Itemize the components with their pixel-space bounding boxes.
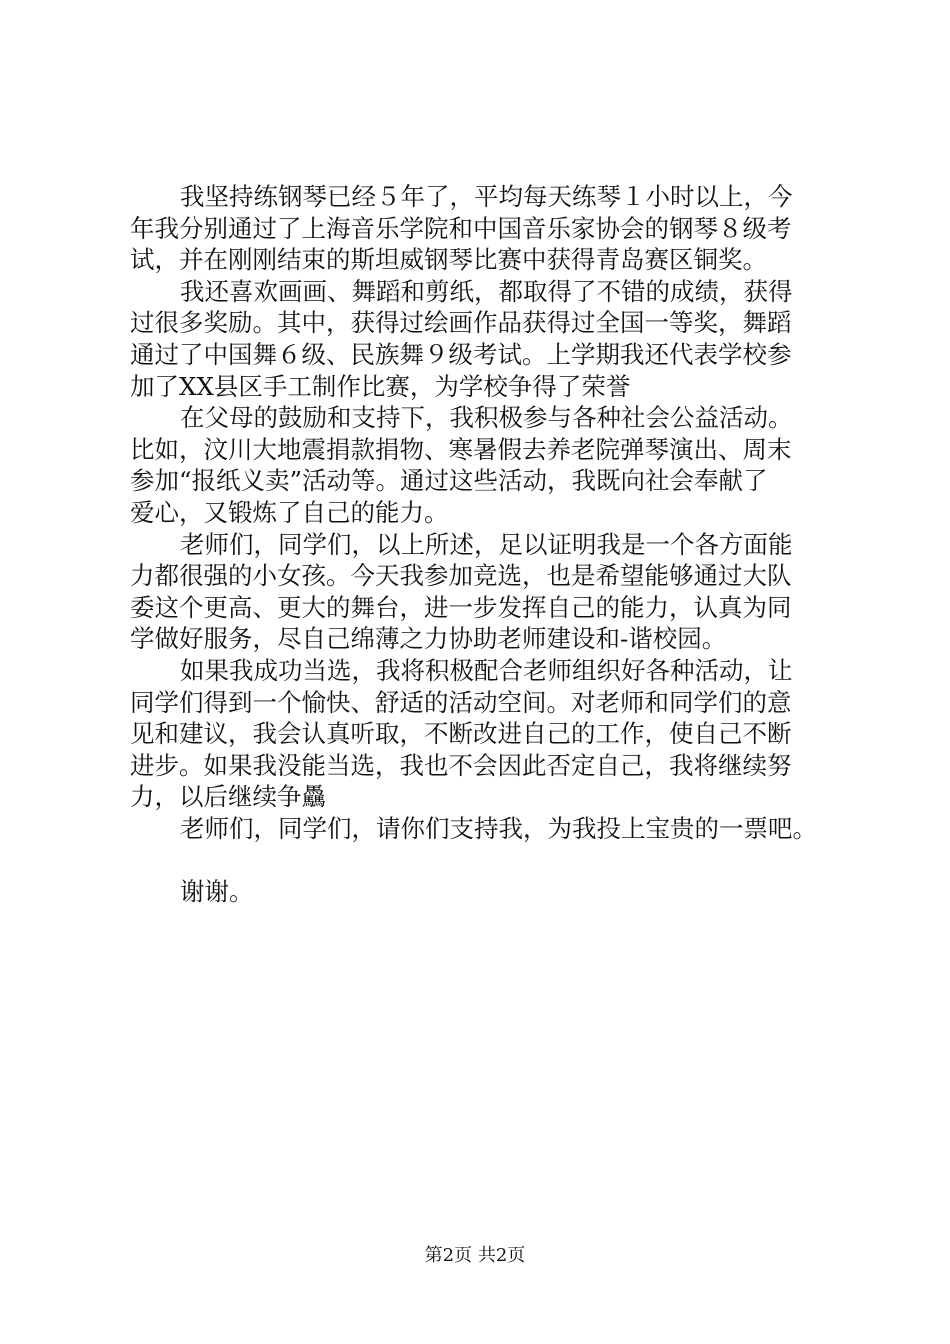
blank-line xyxy=(130,844,850,876)
paragraph-3-line-2: 比如，汶川大地震捐款捐物、寒暑假去养老院弹琴演出、周末 xyxy=(130,434,792,464)
paragraph-5-line-2: 同学们得到一个愉快、舒适的活动空间。对老师和同学们的意 xyxy=(130,687,792,717)
paragraph-4-line-3: 委这个更高、更大的舞台，进一步发挥自己的能力，认真为同 xyxy=(130,592,792,622)
paragraph-1-line-1: 我坚持练钢琴已经５年了，平均每天练琴１小时以上，今 xyxy=(180,182,793,211)
paragraph-1-line-2: 年我分别通过了上海音乐学院和中国音乐家协会的钢琴８级考 xyxy=(130,213,792,243)
paragraph-3-line-1: 在父母的鼓励和支持下，我积极参与各种社会公益活动。 xyxy=(180,403,793,433)
paragraph-4-line-4: 学做好服务，尽自己绵薄之力协助老师建设和-谐校园。 xyxy=(130,624,727,654)
paragraph-5-line-4: 进步。如果我没能当选，我也不会因此否定自己，我将继续努 xyxy=(130,750,792,780)
paragraph-2-line-1: 我还喜欢画画、舞蹈和剪纸，都取得了不错的成绩，获得 xyxy=(180,276,793,306)
paragraph-1-line-3: 试，并在刚刚结束的斯坦威钢琴比赛中获得青岛赛区铜奖。 xyxy=(130,245,767,275)
closing-line: 谢谢。 xyxy=(180,877,254,907)
paragraph-3-line-3: 参加“报纸义卖”活动等。通过这些活动，我既向社会奉献了 xyxy=(130,466,768,496)
paragraph-3-line-4: 爱心，又锻炼了自己的能力。 xyxy=(130,497,449,527)
paragraph-4-line-1: 老师们，同学们，以上所述，足以证明我是一个各方面能 xyxy=(180,529,793,559)
document-body xyxy=(130,181,850,908)
paragraph-5-line-1: 如果我成功当选，我将积极配合老师组织好各种活动，让 xyxy=(180,655,793,685)
paragraph-5-line-3: 见和建议，我会认真听取，不断改进自己的工作，使自己不断 xyxy=(130,719,792,749)
paragraph-2-line-3: 通过了中国舞６级、民族舞９级考试。上学期我还代表学校参 xyxy=(130,339,792,369)
paragraph-2-line-2: 过很多奖励。其中，获得过绘画作品获得过全国一等奖，舞蹈 xyxy=(130,308,792,338)
paragraph-6-line-1: 老师们，同学们，请你们支持我，为我投上宝贵的一票吧。 xyxy=(180,813,817,843)
paragraph-5-line-5: 力，以后继续争驫 xyxy=(130,782,326,812)
paragraph-2-line-4: 加了XX县区手工制作比赛，为学校争得了荣誉 xyxy=(130,371,631,401)
page-footer xyxy=(0,1244,950,1268)
paragraph-4-line-2: 力都很强的小女孩。今天我参加竞选，也是希望能够通过大队 xyxy=(130,561,792,591)
page-number-label: 第2页 共2页 xyxy=(424,1245,526,1266)
